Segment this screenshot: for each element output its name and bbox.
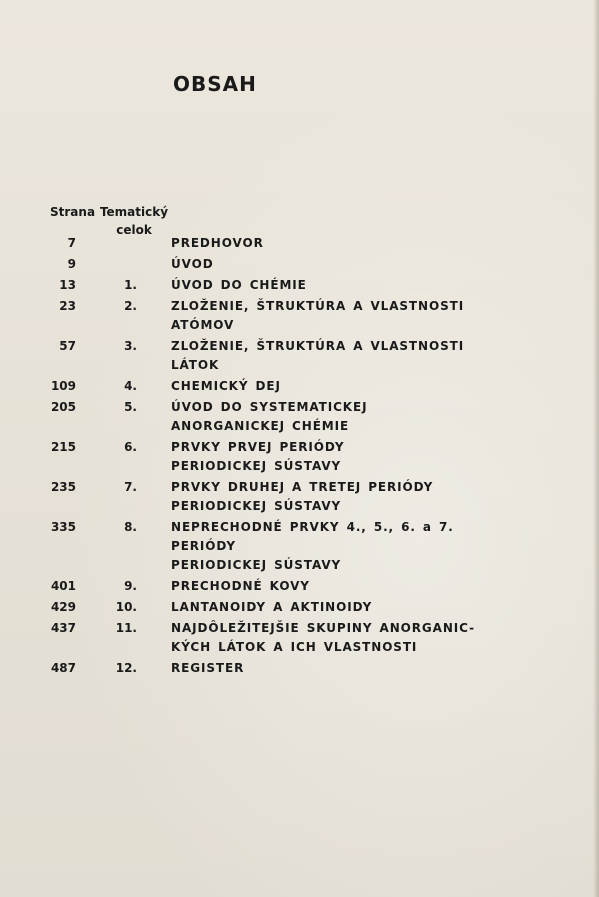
- toc-page-number: 429: [50, 600, 76, 614]
- column-header-page-label: Strana: [50, 205, 96, 219]
- column-header-unit-line1: Tematický: [99, 205, 169, 219]
- toc-page-number: 235: [50, 480, 76, 494]
- toc-entry-title-line: PRECHODNÉ KOVY: [171, 579, 310, 593]
- toc-entry-title-line: PRVKY DRUHEJ A TRETEJ PERIÓDY: [171, 480, 434, 494]
- table-of-contents: [0, 234, 599, 680]
- toc-entry-title: [171, 518, 481, 575]
- toc-unit-number: 11.: [115, 621, 137, 635]
- toc-entry: [0, 619, 599, 657]
- toc-page-number: 23: [59, 299, 76, 313]
- toc-page-number: 7: [67, 236, 76, 250]
- toc-unit-number: 3.: [124, 339, 137, 353]
- toc-entry-title-line: PERIODICKEJ SÚSTAVY: [171, 499, 342, 513]
- toc-unit-number: 12.: [115, 661, 137, 675]
- toc-unit-number: 6.: [124, 440, 137, 454]
- toc-entry: [0, 598, 599, 617]
- toc-page-number: 437: [50, 621, 76, 635]
- toc-entry: [0, 377, 599, 396]
- toc-entry-title-line: LANTANOIDY A AKTINOIDY: [171, 600, 373, 614]
- toc-page-number: 109: [50, 379, 76, 393]
- column-header-unit-line2: celok: [116, 223, 152, 237]
- toc-entry: [0, 276, 599, 295]
- toc-entry: [0, 518, 599, 575]
- toc-entry-title: [171, 438, 481, 476]
- toc-entry-title: [171, 577, 481, 596]
- toc-entry-title-line: ÚVOD: [171, 257, 214, 271]
- column-header-page: [50, 203, 95, 221]
- toc-entry-title-line: PERIODICKEJ SÚSTAVY: [171, 459, 342, 473]
- toc-unit-number: 10.: [115, 600, 137, 614]
- toc-entry-title-line: ANORGANICKEJ CHÉMIE: [171, 419, 350, 433]
- toc-entry-title: [171, 337, 481, 375]
- toc-unit-number: 5.: [124, 400, 137, 414]
- toc-entry-title: [171, 619, 481, 657]
- page-title: OBSAH: [173, 72, 257, 96]
- toc-unit-number: 7.: [124, 480, 137, 494]
- toc-entry-title: [171, 297, 481, 335]
- toc-entry-title: [171, 598, 481, 617]
- toc-entry-title-line: ÚVOD DO CHÉMIE: [171, 278, 307, 292]
- toc-entry: [0, 337, 599, 375]
- toc-unit-number: 1.: [124, 278, 137, 292]
- toc-entry-title-line: PERIODICKEJ SÚSTAVY: [171, 558, 342, 572]
- toc-entry-title: [171, 255, 481, 274]
- toc-entry-title: [171, 398, 481, 436]
- toc-page-number: 205: [50, 400, 76, 414]
- toc-page-number: 487: [50, 661, 76, 675]
- toc-unit-number: 9.: [124, 579, 137, 593]
- toc-page-number: 335: [50, 520, 76, 534]
- toc-unit-number: 4.: [124, 379, 137, 393]
- toc-entry-title-line: NEPRECHODNÉ PRVKY 4., 5., 6. a 7. PERIÓDY: [171, 520, 454, 553]
- toc-entry-title-line: ÚVOD DO SYSTEMATICKEJ: [171, 400, 368, 414]
- toc-entry-title: [171, 377, 481, 396]
- toc-page-number: 9: [67, 257, 76, 271]
- toc-entry: [0, 438, 599, 476]
- toc-entry-title-line: KÝCH LÁTOK A ICH VLASTNOSTI: [171, 640, 418, 654]
- toc-page-number: 13: [59, 278, 76, 292]
- toc-entry: [0, 659, 599, 678]
- toc-entry: [0, 297, 599, 335]
- toc-entry: [0, 478, 599, 516]
- toc-entry-title-line: LÁTOK: [171, 358, 220, 372]
- toc-page-number: 57: [59, 339, 76, 353]
- toc-entry-title-line: CHEMICKÝ DEJ: [171, 379, 281, 393]
- toc-entry-title-line: REGISTER: [171, 661, 245, 675]
- toc-unit-number: 2.: [124, 299, 137, 313]
- toc-entry-title: [171, 659, 481, 678]
- toc-entry: [0, 577, 599, 596]
- toc-entry-title-line: ZLOŽENIE, ŠTRUKTÚRA A VLASTNOSTI: [171, 299, 465, 313]
- toc-entry: [0, 398, 599, 436]
- toc-entry-title: [171, 234, 481, 253]
- toc-page-number: 215: [50, 440, 76, 454]
- toc-entry-title: [171, 478, 481, 516]
- toc-entry-title-line: PREDHOVOR: [171, 236, 264, 250]
- toc-page-number: 401: [50, 579, 76, 593]
- toc-entry-title-line: NAJDÔLEŽITEJŠIE SKUPINY ANORGANIC-: [171, 621, 476, 635]
- toc-entry-title-line: ZLOŽENIE, ŠTRUKTÚRA A VLASTNOSTI: [171, 339, 465, 353]
- toc-unit-number: 8.: [124, 520, 137, 534]
- toc-entry-title-line: PRVKY PRVEJ PERIÓDY: [171, 440, 345, 454]
- toc-entry: [0, 255, 599, 274]
- toc-entry-title: [171, 276, 481, 295]
- toc-entry-title-line: ATÓMOV: [171, 318, 235, 332]
- toc-entry: [0, 234, 599, 253]
